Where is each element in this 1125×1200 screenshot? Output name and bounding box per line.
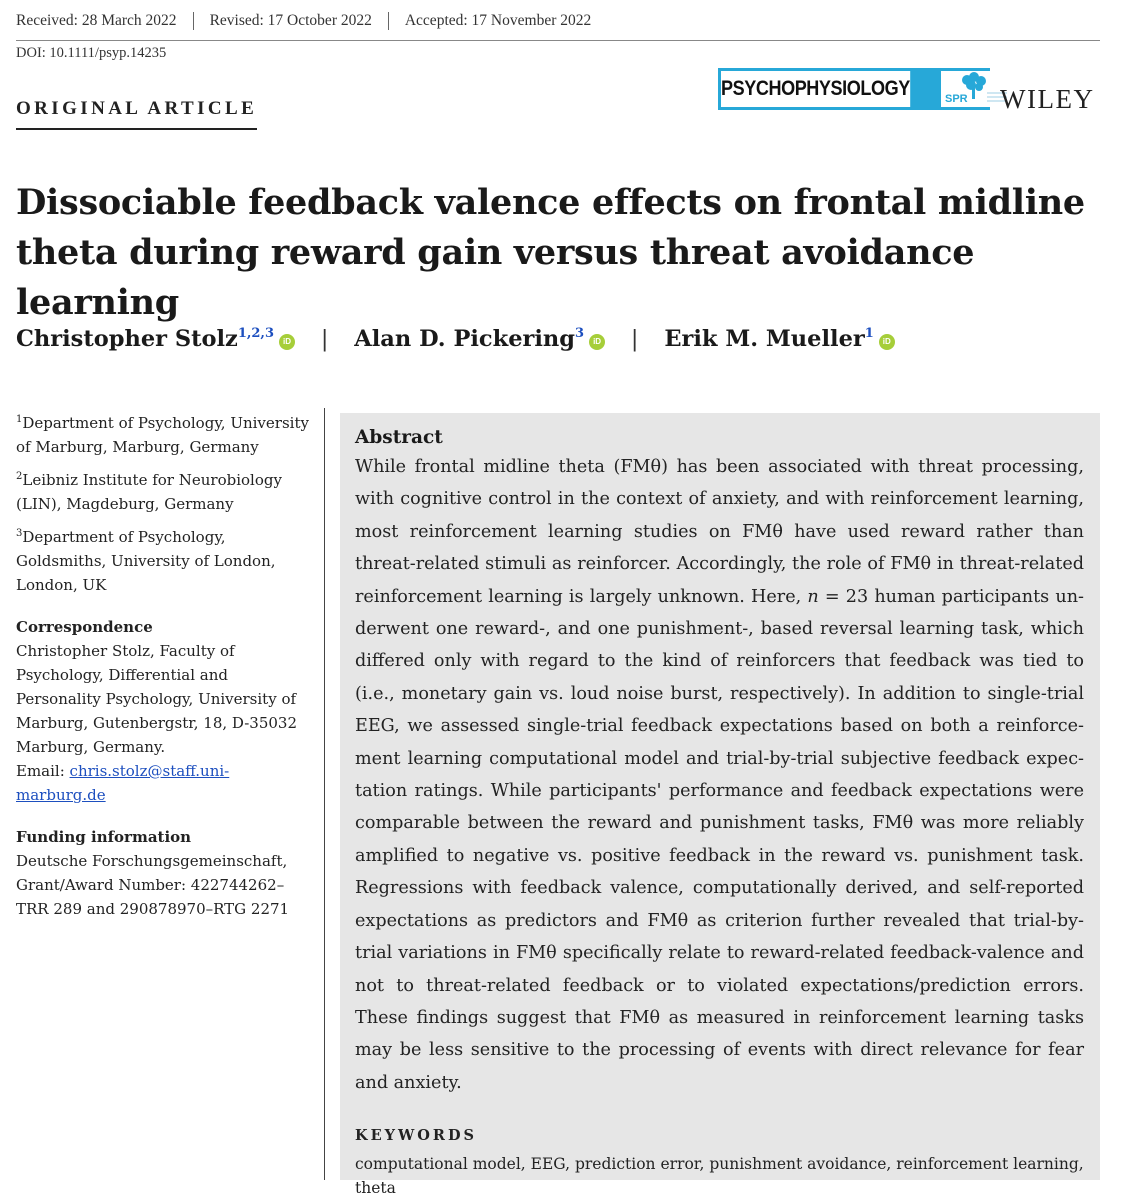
affiliation-number: 1	[16, 414, 23, 425]
author-affil-ref[interactable]: 1	[864, 326, 874, 341]
funding-text: Deutsche Forschungsgemeinschaft, Grant/Award Number: 422744262–TRR 289 and 290878970–RTG 2271	[16, 852, 290, 918]
journal-title: PSYCHOPHYSIOLOGY	[721, 71, 910, 107]
sample-size-symbol: n	[807, 586, 819, 607]
abstract-text-part1: While frontal midline theta (FMθ) has been associated with threat processing, with cognitive control in the context of anxiety, and with reinforcement learning, most reinforcement learning studies on FMθ have used reward rather than threat-related stimuli as reinforcer. Accordingly, the role of FMθ in threat-related reinforcement learning is largely unknown. Here,	[355, 457, 1084, 607]
author-separator: |	[630, 326, 639, 352]
correspondence-text: Christopher Stolz, Faculty of Psychology, Differential and Personality Psychology, University of Marburg, Gutenbergstr, 18, D-35032 Marburg, Germany.	[16, 642, 298, 756]
affiliation	[16, 522, 316, 597]
affiliation	[16, 408, 316, 459]
orcid-icon[interactable]: iD	[879, 334, 895, 350]
author-affil-ref[interactable]: 3	[575, 326, 585, 341]
title-line-2: theta during reward gain versus threat avoidance learning	[16, 232, 975, 323]
affiliation-number: 3	[16, 528, 23, 539]
keywords-list: computational model, EEG, prediction error, punishment avoidance, reinforcement learning, theta	[355, 1155, 1084, 1198]
orcid-icon[interactable]: iD	[589, 334, 605, 350]
abstract-text-part2: = 23 human participants underwent one reward-, and one punishment-, based reversal learning task, which differed only with regard to the kind of reinforcers that feedback was tied to (i.e., monetary gain vs. loud noise burst, respectively). In addition to single-trial EEG, we assessed single-trial feedback expectations based on both a reinforcement learning computational model and trial-by-trial subjective feedback expectation ratings. While participants' performance and feedback expectations were comparable between the reward and punishment tasks, FMθ was more reliably amplified to negative vs. positive feedback in the reward vs. punishment task. Regressions with feedback valence, computationally derived, and self-reported expectations as predictors and FMθ as criterion further revealed that trial-by-trial variations in FMθ specifically relate to reward-related feedback-valence and not to threat-related feedback or to violated expectations/prediction errors. These findings suggest that FMθ as measured in reinforcement learning tasks may be less sensitive to the processing of events with direct relevance for fear and anxiety.	[355, 586, 1084, 1093]
affiliation-text: Department of Psychology, University of Marburg, Marburg, Germany	[16, 414, 309, 456]
affiliation-text: Leibniz Institute for Neurobiology (LIN), Magdeburg, Germany	[16, 471, 282, 513]
author-name[interactable]: Alan D. Pickering	[354, 326, 576, 352]
abstract-box	[340, 413, 1100, 1198]
history-dates	[16, 12, 1100, 41]
publisher-logo[interactable]: WILEY	[1000, 84, 1095, 114]
article-title	[16, 178, 1106, 328]
accepted-date: Accepted: 17 November 2022	[388, 12, 607, 30]
keywords-heading: KEYWORDS	[355, 1127, 478, 1145]
correspondence-email-line	[16, 759, 316, 807]
author-name[interactable]: Erik M. Mueller	[664, 326, 865, 352]
doi[interactable]: DOI: 10.1111/psyp.14235	[16, 45, 167, 61]
revised-date: Revised: 17 October 2022	[193, 12, 388, 30]
author-name[interactable]: Christopher Stolz	[16, 326, 238, 352]
column-divider	[324, 408, 325, 1180]
sidebar-info	[16, 408, 316, 921]
journal-logo[interactable]	[718, 68, 990, 110]
email-link[interactable]: chris.stolz@staff.uni-marburg.de	[16, 762, 230, 804]
spr-text: SPR	[944, 93, 968, 105]
affiliation	[16, 465, 316, 516]
abstract-text	[355, 451, 1084, 1099]
affiliation-number: 2	[16, 471, 23, 482]
orcid-icon[interactable]: iD	[279, 334, 295, 350]
funding-heading: Funding information	[16, 828, 192, 846]
received-date: Received: 28 March 2022	[16, 12, 177, 29]
author-affil-ref[interactable]: 1,2,3	[237, 326, 275, 341]
article-type: ORIGINAL ARTICLE	[16, 98, 257, 130]
author-list	[16, 326, 895, 352]
correspondence-heading: Correspondence	[16, 618, 153, 636]
abstract-heading: Abstract	[355, 427, 443, 448]
title-line-1: Dissociable feedback valence effects on frontal midline	[16, 182, 1085, 223]
affiliation-text: Department of Psychology, Goldsmiths, University of London, London, UK	[16, 528, 276, 594]
email-label: Email:	[16, 762, 70, 780]
author-separator: |	[320, 326, 329, 352]
